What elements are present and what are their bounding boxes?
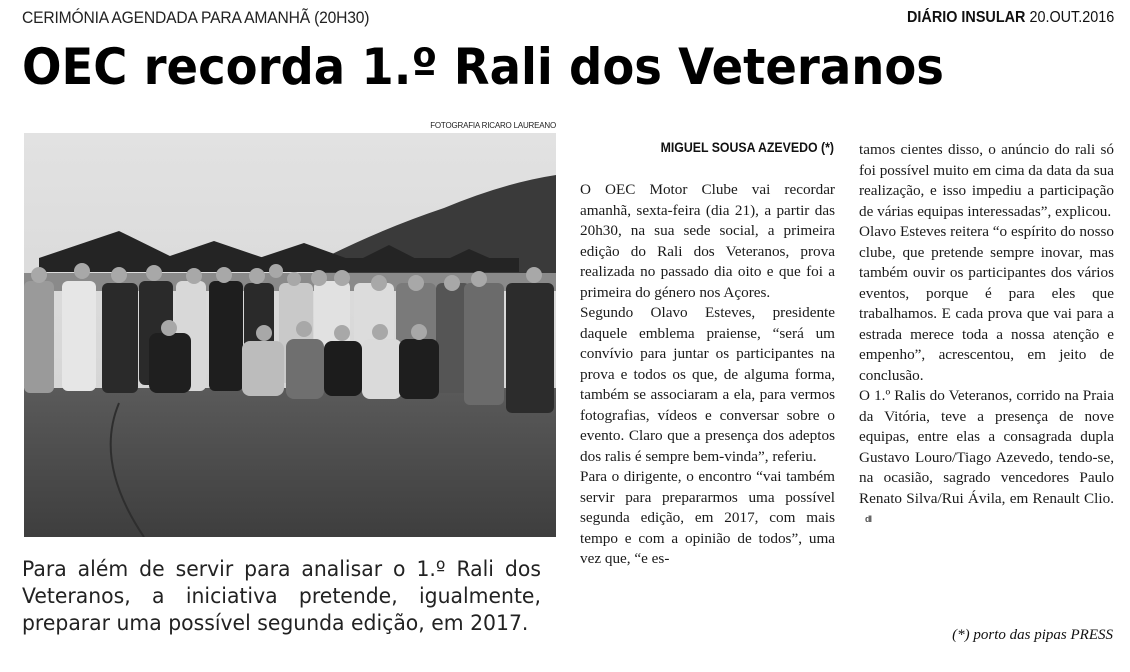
paragraph (859, 386, 1114, 530)
paragraph: tamos cientes disso, o anúncio do rali só foi possível muito em cima da data da sua realização, e isso impediu a participação de várias equipas interessadas”, explicou. (859, 141, 1114, 220)
headline: OEC recorda 1.º Rali dos Veteranos (22, 38, 944, 96)
end-of-article-icon: dI (865, 514, 871, 524)
paragraph: Segundo Olavo Esteves, presidente daquele emblema praiense, “será um convívio para juntar os participantes na prova e todos os que, de alguma forma, também se associaram a ela, para vermos fotografias, vídeos e conversar sobre o evento. Claro que a presença dos adeptos dos ralis é sempre bem-vinda”, referiu. (580, 304, 835, 465)
photo-credit: FOTOGRAFIA RICARO LAUREANO (430, 121, 556, 130)
photo-caption: Para além de servir para analisar o 1.º Rali dos Veteranos, a iniciativa pretende, igualmente, preparar uma possível segunda edição, em 2017. (22, 557, 541, 635)
byline: MIGUEL SOUSA AZEVEDO (*) (660, 139, 834, 155)
kicker: CERIMÓNIA AGENDADA PARA AMANHÃ (20H30) (22, 8, 370, 27)
paragraph-text: O 1.º Ralis do Veteranos, corrido na Praia da Vitória, teve a presença de nove equipas, entre elas a consagrada dupla Gustavo Louro/Tiago Azevedo, tendo-se, na ocasião, sagrado vencedores Paulo Renato Silva/Rui Ávila, em Renault Clio. (859, 387, 1114, 507)
article-photo (24, 133, 556, 537)
masthead (907, 9, 1114, 27)
author-footnote: (*) porto das pipas PRESS (952, 627, 1113, 643)
paragraph: O OEC Motor Clube vai recordar amanhã, sexta-feira (dia 21), a partir das 20h30, na sua sede social, a primeira edição do Rali dos Veteranos, prova realizada no passado dia oito e que foi a primeira do género nos Açores. (580, 181, 835, 301)
publication-name: DIÁRIO INSULAR (906, 9, 1026, 26)
publication-date: 20.OUT.2016 (1029, 9, 1114, 26)
paragraph: Olavo Esteves reitera “o espírito do nosso clube, que pretende sempre inovar, mas também ouvir os participantes dos vários eventos, porque é para eles que trabalhamos. E cada prova que vai para a estrada merece toda a nossa atenção e empenho”, acrescentou, em jeito de conclusão. (859, 223, 1114, 384)
article-column-1 (580, 180, 835, 570)
paragraph: Para o dirigente, o encontro “vai também servir para prepararmos uma possível segunda edição, em 2017, com mais tempo e com a opinião de todos”, uma vez que, “e es- (580, 468, 835, 567)
article-column-2 (859, 140, 1114, 530)
